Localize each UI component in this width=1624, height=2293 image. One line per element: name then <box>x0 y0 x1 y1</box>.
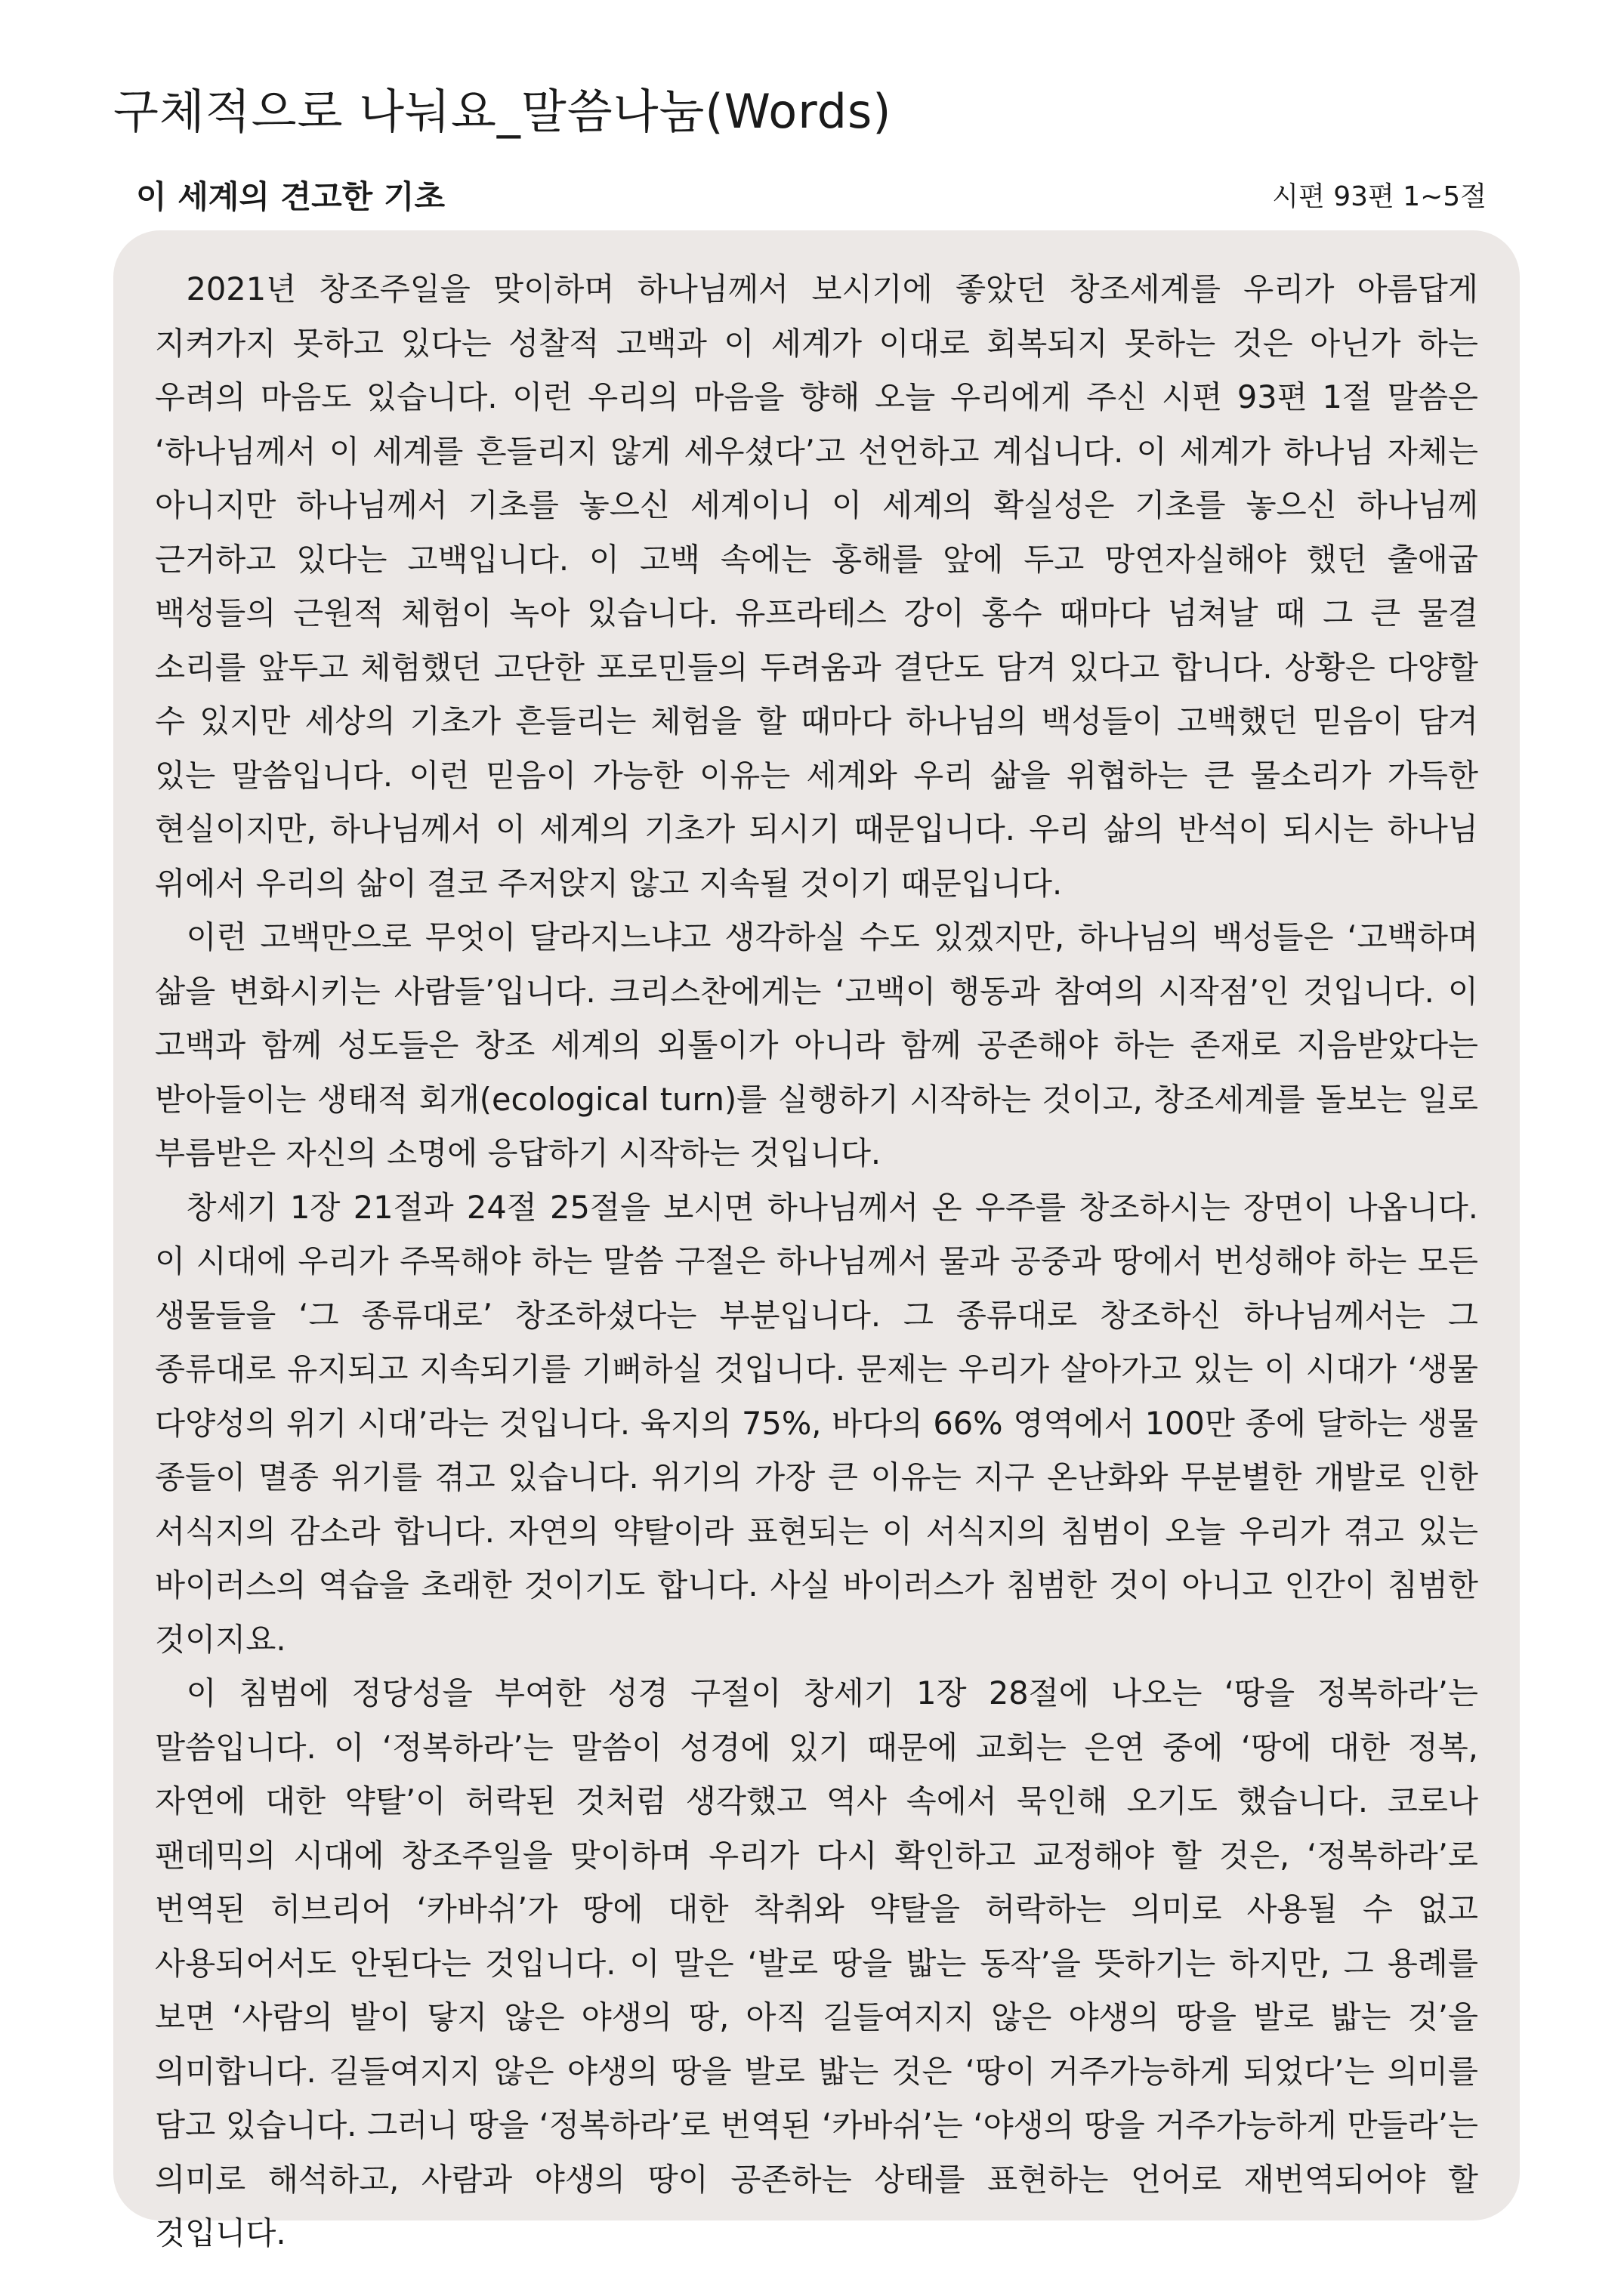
sermon-title: 이 세계의 견고한 기초 <box>136 178 446 215</box>
scripture-reference: 시편 93편 1~5절 <box>1272 181 1487 212</box>
paragraph: 이 침범에 정당성을 부여한 성경 구절이 창세기 1장 28절에 나오는 ‘땅을 정복하라’는 말씀입니다. 이 ‘정복하라’는 말씀이 성경에 있기 때문에 교회는 은연 중에 ‘땅에 대한 정복, 자연에 대한 약탈’이 허락된 것처럼 생각했고 역사 속에서 묵인해 오기도 했습니다. 코로나 팬데믹의 시대에 창조주일을 맞이하며 우리가 다시 확인하고 교정해야 할 것은, ‘정복하라’로 번역된 히브리어 ‘카바쉬’가 땅에 대한 착취와 약탈을 허락하는 의미로 사용될 수 없고 사용되어서도 안된다는 것입니다. 이 말은 ‘발로 땅을 밟는 동작’을 뜻하기는 하지만, 그 용례를 보면 ‘사람의 발이 닿지 않은 야생의 땅, 아직 길들여지지 않은 야생의 땅을 발로 밟는 것’을 의미합니다. 길들여지지 않은 야생의 땅을 발로 밟는 것은 ‘땅이 거주가능하게 되었다’는 의미를 담고 있습니다. 그러니 땅을 ‘정복하라’로 번역된 ‘카바쉬’는 ‘야생의 땅을 거주가능하게 만들라’는 의미로 해석하고, 사람과 야생의 땅이 공존하는 상태를 표현하는 언어로 재번역되어야 할 것입니다. <box>155 1674 1478 2251</box>
section-title: 구체적으로 나눠요_말씀나눔(Words) <box>113 84 892 139</box>
paragraph: 2021년 창조주일을 맞이하며 하나님께서 보시기에 좋았던 창조세계를 우리가 아름답게 지켜가지 못하고 있다는 성찰적 고백과 이 세계가 이대로 회복되지 못하는 것은 아닌가 하는 우려의 마음도 있습니다. 이런 우리의 마음을 향해 오늘 우리에게 주신 시편 93편 1절 말씀은 ‘하나님께서 이 세계를 흔들리지 않게 세우셨다’고 선언하고 계십니다. 이 세계가 하나님 자체는 아니지만 하나님께서 기초를 놓으신 세계이니 이 세계의 확실성은 기초를 놓으신 하나님께 근거하고 있다는 고백입니다. 이 고백 속에는 홍해를 앞에 두고 망연자실해야 했던 출애굽 백성들의 근원적 체험이 녹아 있습니다. 유프라테스 강이 홍수 때마다 넘쳐날 때 그 큰 물결 소리를 앞두고 체험했던 고단한 포로민들의 두려움과 결단도 담겨 있다고 합니다. 상황은 다양할 수 있지만 세상의 기초가 흔들리는 체험을 할 때마다 하나님의 백성들이 고백했던 믿음이 담겨 있는 말씀입니다. 이런 믿음이 가능한 이유는 세계와 우리 삶을 위협하는 큰 물소리가 가득한 현실이지만, 하나님께서 이 세계의 기초가 되시기 때문입니다. 우리 삶의 반석이 되시는 하나님 위에서 우리의 삶이 결코 주저앉지 않고 지속될 것이기 때문입니다. <box>155 270 1478 902</box>
paragraph: 이런 고백만으로 무엇이 달라지느냐고 생각하실 수도 있겠지만, 하나님의 백성들은 ‘고백하며 삶을 변화시키는 사람들’입니다. 크리스찬에게는 ‘고백이 행동과 참여의 시작점’인 것입니다. 이 고백과 함께 성도들은 창조 세계의 외톨이가 아니라 함께 공존해야 하는 존재로 지음받았다는 받아들이는 생태적 회개(ecological turn)를 실행하기 시작하는 것이고, 창조세계를 돌보는 일로 부름받은 자신의 소명에 응답하기 시작하는 것입니다. <box>155 918 1478 1171</box>
sermon-body <box>113 230 1520 2251</box>
paragraph: 창세기 1장 21절과 24절 25절을 보시면 하나님께서 온 우주를 창조하시는 장면이 나옵니다. 이 시대에 우리가 주목해야 하는 말씀 구절은 하나님께서 물과 공중과 땅에서 번성해야 하는 모든 생물들을 ‘그 종류대로’ 창조하셨다는 부분입니다. 그 종류대로 창조하신 하나님께서는 그 종류대로 유지되고 지속되기를 기뻐하실 것입니다. 문제는 우리가 살아가고 있는 이 시대가 ‘생물 다양성의 위기 시대’라는 것입니다. 육지의 75%, 바다의 66% 영역에서 100만 종에 달하는 생물 종들이 멸종 위기를 겪고 있습니다. 위기의 가장 큰 이유는 지구 온난화와 무분별한 개발로 인한 서식지의 감소라 합니다. 자연의 약탈이라 표현되는 이 서식지의 침범이 오늘 우리가 겪고 있는 바이러스의 역습을 초래한 것이기도 합니다. 사실 바이러스가 침범한 것이 아니고 인간이 침범한 것이지요. <box>155 1188 1478 1658</box>
